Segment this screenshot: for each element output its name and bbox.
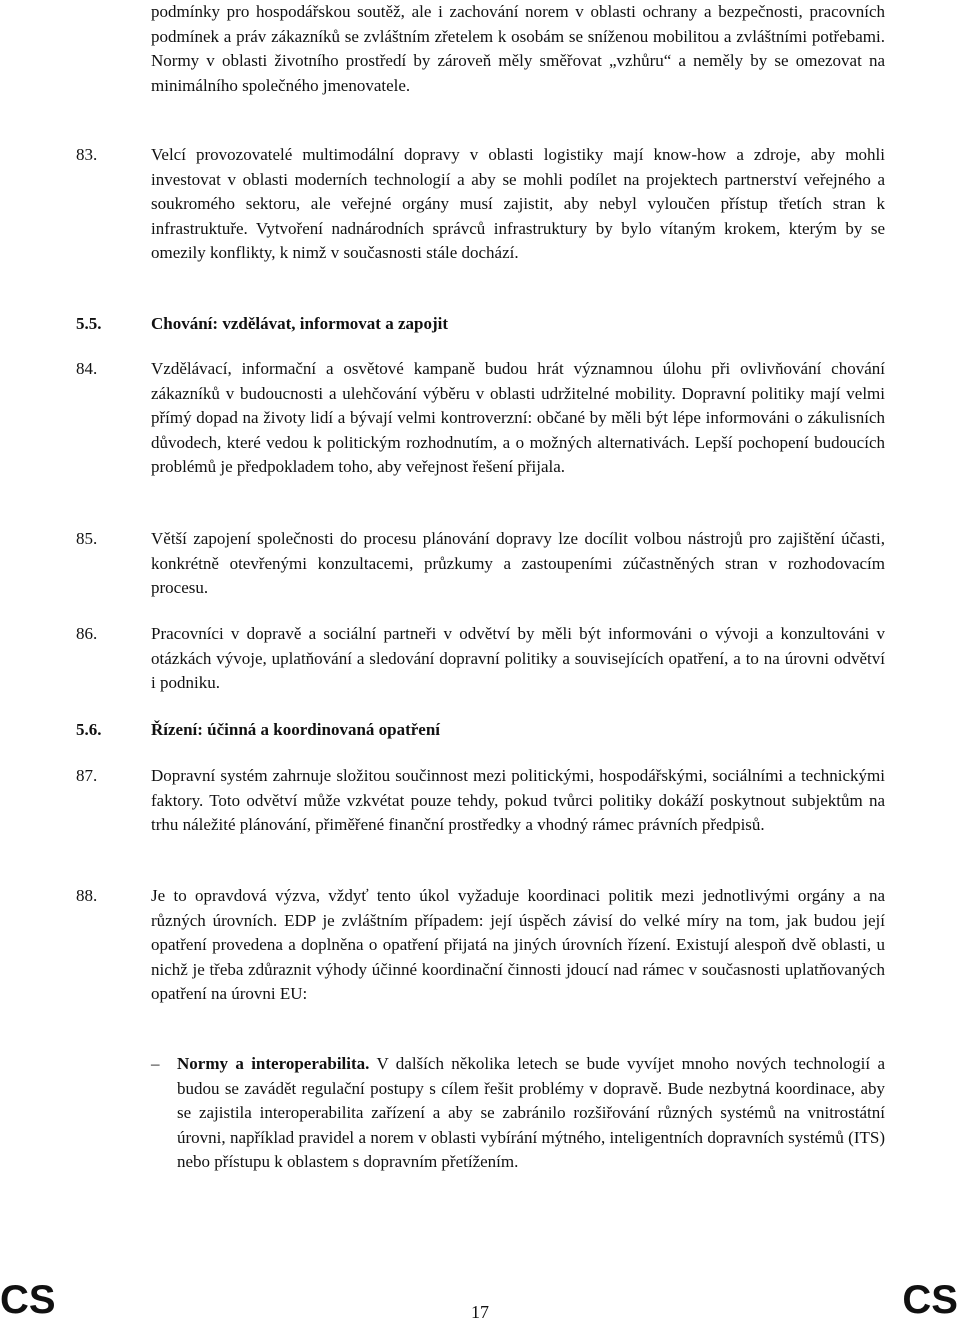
page-number: 17 <box>471 1302 489 1322</box>
paragraph-text: Pracovníci v dopravě a sociální partneři v odvětví by měli být informováni o vývoji a konzultováni v otázkách vývoje, uplatňování a sledování dopravní politiky a souvisejících opatření, a to na úrovni odvětví i podniku. <box>151 624 885 692</box>
paragraph-number: 83. <box>76 145 98 164</box>
section-number: 5.6. <box>76 720 102 739</box>
bullet-bold-lead: Normy a interoperabilita. <box>177 1054 370 1073</box>
paragraph-number: 86. <box>76 624 98 643</box>
paragraph-text: Velcí provozovatelé multimodální dopravy v oblasti logistiky mají know-how a zdroje, aby mohli investovat v oblasti moderních technologií a aby se mohli podílet na projektech partnerství veřejného a soukromého sektoru, ale veřejné orgány musí zajistit, aby nebyl vyloučen přístup třetích stran k infrastruktuře. Vytvoření nadnárodních správců infrastruktury by bylo vítaným krokem, kterým by se omezily konflikty, k nimž v současnosti stále dochází. <box>151 145 885 262</box>
section-title: Řízení: účinná a koordinovaná opatření <box>151 720 441 739</box>
paragraph-text: podmínky pro hospodářskou soutěž, ale i zachování norem v oblasti ochrany a bezpečnosti, pracovních podmínek a práv zákazníků se zvláštním zřetelem k osobám se sníženou mobilitou a zvláštními potřebami. Normy v oblasti životního prostředí by zároveň měly směřovat „vzhůru“ a neměly by se omezovat na minimálního společného jmenovatele. <box>151 2 885 95</box>
bullet-body-text: V dalších několika letech se bude vyvíjet mnoho nových technologií a budou se zavádět regulační postupy s cílem řešit problémy v dopravě. Bude nezbytná koordinace, aby se zajistila interoperabilita zařízení a aby se zabránilo rozšiřování různých systémů na vnitrostátní úrovni, například pravidel a norem v oblasti vybírání mýtného, inteligentních dopravních systémů (ITS) nebo přístupu k oblastem s dopravním přetížením. <box>177 1054 885 1171</box>
footer-language-right: CS <box>902 1278 958 1322</box>
bullet-text <box>177 1052 885 1175</box>
paragraph-text: Větší zapojení společnosti do procesu plánování dopravy lze docílit volbou nástrojů pro zajištění účasti, konkrétně otevřenými konzultacemi, průzkumy a zastoupeními zúčastněných stran v rozhodovacím procesu. <box>151 529 885 597</box>
paragraph-text: Dopravní systém zahrnuje složitou součinnost mezi politickými, hospodářskými, sociálními a technickými faktory. Toto odvětví může vzkvétat pouze tehdy, pokud tvůrci politiky dokáží poskytnout subjektům na trhu náležité plánování, přiměřené finanční prostředky a vhodný rámec právních předpisů. <box>151 766 885 834</box>
paragraph-number: 88. <box>76 886 98 905</box>
paragraph-number: 84. <box>76 359 98 378</box>
paragraph-text: Vzdělávací, informační a osvětové kampaně budou hrát významnou úlohu při ovlivňování chování zákazníků v budoucnosti a ulehčování výběru v oblasti udržitelné mobility. Dopravní politiky mají velmi přímý dopad na životy lidí a bývají velmi kontroverzní: občané by měli být lépe informováni o zákulisních důvodech, které vedou k politickým rozhodnutím, a o možných alternativách. Lepší pochopení budoucích problémů je předpokladem toho, aby veřejnost řešení přijala. <box>151 359 885 476</box>
section-title: Chování: vzdělávat, informovat a zapojit <box>151 314 449 333</box>
footer-language-left: CS <box>0 1278 56 1322</box>
paragraph-number: 87. <box>76 766 98 785</box>
paragraph-number: 85. <box>76 529 98 548</box>
paragraph-text: Je to opravdová výzva, vždyť tento úkol vyžaduje koordinaci politik mezi jednotlivými orgány a na různých úrovních. EDP je zvláštním případem: její úspěch závisí do velké míry na tom, jak budou její opatření provedena a doplněna o opatření přijatá na jiných úrovních řízení. Existují alespoň dvě oblasti, u nichž je třeba zdůraznit výhody účinné koordinační činnosti jdoucí nad rámec v současnosti uplatňovaných opatření na úrovni EU: <box>151 886 885 1003</box>
section-number: 5.5. <box>76 314 102 333</box>
dash-bullet: – <box>151 1054 160 1073</box>
